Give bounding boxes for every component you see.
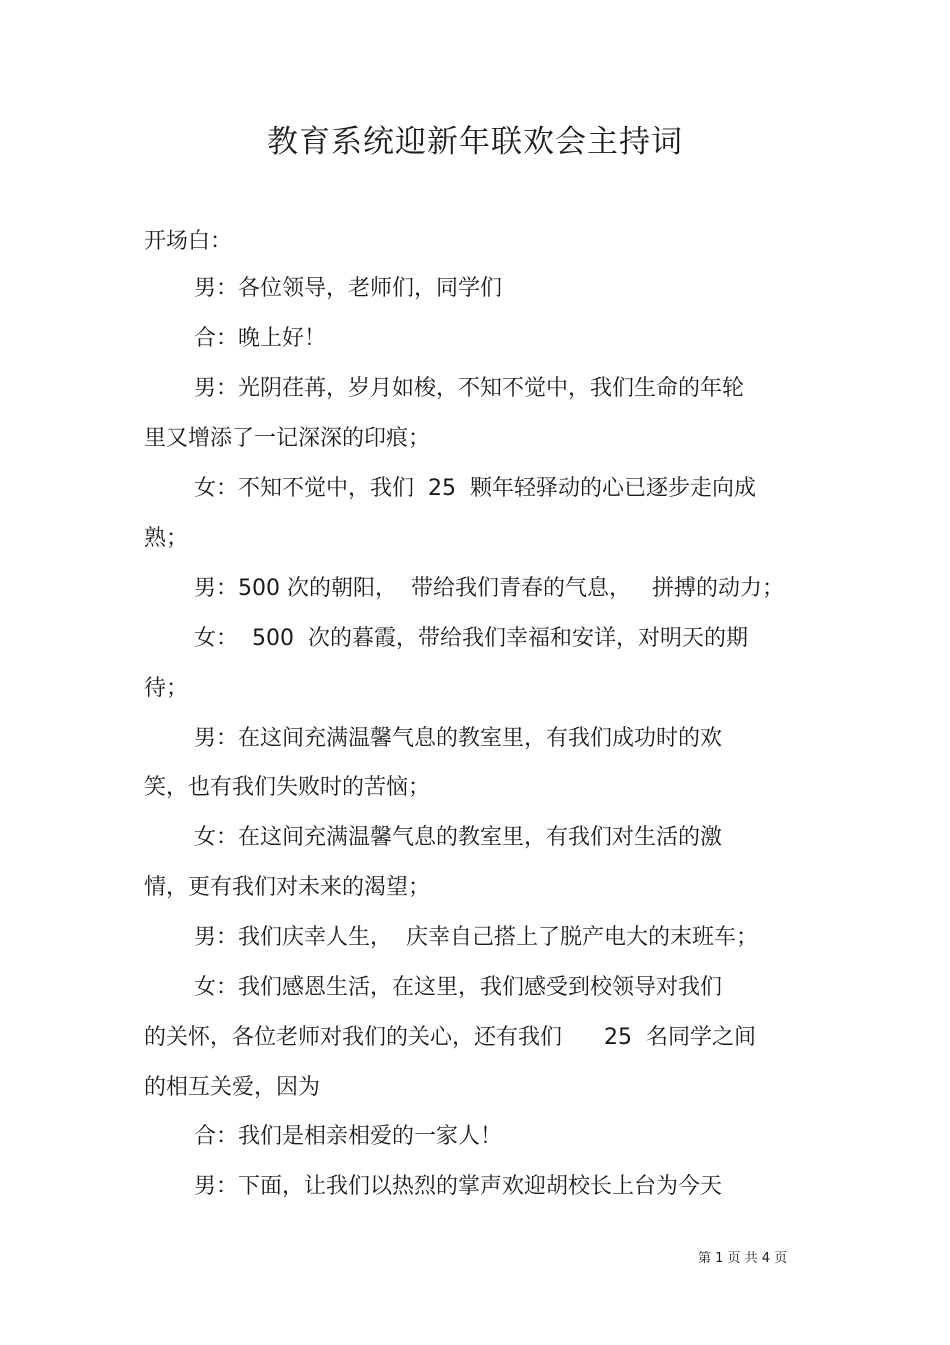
text-line: 的相互关爱，因为 — [144, 1075, 321, 1100]
text-line: 合：我们是相亲相爱的一家人！ — [194, 1124, 503, 1149]
text-line: 女：在这间充满温馨气息的教室里，有我们对生活的激 — [194, 825, 723, 850]
page-number: 第 1 页 共 4 页 — [698, 1251, 788, 1266]
text-line: 的关怀，各位老师对我们的关心，还有我们 25 名同学之间 — [144, 1025, 756, 1050]
text-line: 女：不知不觉中，我们 25 颗年轻驿动的心已逐步走向成 — [194, 476, 756, 501]
text-line: 合：晚上好！ — [194, 326, 327, 351]
text-line: 笑，也有我们失败时的苦恼； — [144, 775, 431, 800]
text-line: 男：下面，让我们以热烈的掌声欢迎胡校长上台为今天 — [194, 1174, 723, 1199]
text-line: 开场白： — [144, 229, 233, 254]
text-line: 待； — [144, 676, 189, 701]
text-line: 情，更有我们对未来的渴望； — [144, 875, 431, 900]
document-title: 教育系统迎新年联欢会主持词 — [267, 124, 683, 160]
text-line: 男：在这间充满温馨气息的教室里，有我们成功时的欢 — [194, 726, 723, 751]
text-line: 男：光阴荏苒，岁月如梭，不知不觉中，我们生命的年轮 — [194, 376, 745, 401]
text-line: 男：各位领导，老师们，同学们 — [194, 276, 503, 301]
text-line: 熟； — [144, 526, 189, 551]
text-line: 女： 500 次的暮霞，带给我们幸福和安详，对明天的期 — [194, 626, 748, 651]
text-line: 女：我们感恩生活，在这里，我们感受到校领导对我们 — [194, 975, 723, 1000]
text-line: 男：500 次的朝阳， 带给我们青春的气息， 拼搏的动力； — [194, 576, 784, 601]
text-line: 里又增添了一记深深的印痕； — [144, 426, 431, 451]
text-line: 男：我们庆幸人生， 庆幸自己搭上了脱产电大的末班车； — [194, 925, 758, 950]
